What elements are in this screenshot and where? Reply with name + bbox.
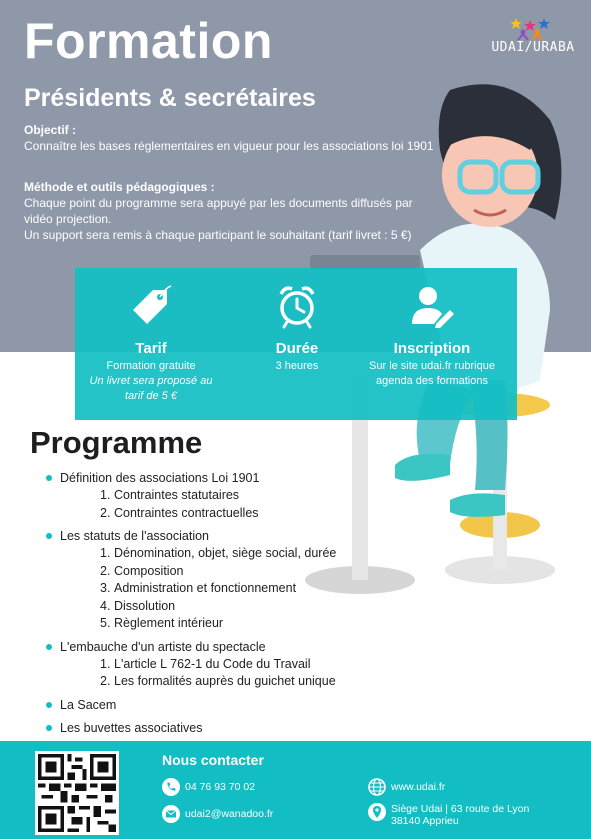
contact-footer xyxy=(0,741,591,839)
methode-text-2: Un support sera remis à chaque participant le souhaitant (tarif livret : 5 €) xyxy=(24,228,412,242)
list-item xyxy=(46,697,426,714)
qr-code-icon xyxy=(38,754,116,832)
page-title: Formation xyxy=(24,13,273,69)
user-edit-icon xyxy=(408,282,456,330)
udai-logo xyxy=(490,16,576,60)
sub-list-item: 2. Contraintes contractuelles xyxy=(100,505,259,520)
list-item xyxy=(46,639,426,691)
list-item-label: Les buvettes associatives xyxy=(60,720,203,735)
list-item xyxy=(46,528,426,633)
price-tag-icon xyxy=(127,282,175,330)
tarif-note: Un livret sera proposé au tarif de 5 € xyxy=(89,375,213,402)
key-info-panel xyxy=(75,268,517,420)
alarm-clock-icon xyxy=(273,282,321,330)
email-text: udai2@wanadoo.fr xyxy=(185,808,274,820)
list-item-label: Définition des associations Loi 1901 xyxy=(60,471,260,485)
address-text: Siège Udai | 63 route de Lyon 38140 Apprieu xyxy=(391,803,530,827)
bullet-icon xyxy=(46,702,52,708)
contact-title: Nous contacter xyxy=(162,752,264,768)
list-item-label: L'embauche d'un artiste du spectacle xyxy=(60,639,266,654)
map-pin-icon xyxy=(368,803,386,821)
inscription-text: Sur le site udai.fr rubrique agenda des formations xyxy=(369,360,495,387)
programme-title: Programme xyxy=(30,425,203,460)
bullet-icon xyxy=(46,533,52,539)
list-item xyxy=(46,720,426,737)
page-subtitle: Présidents & secrétaires xyxy=(24,84,316,112)
bullet-icon xyxy=(46,644,52,650)
objectif-text: Connaître les bases réglementaires en vigueur pour les associations loi 1901 xyxy=(24,139,434,153)
bullet-icon xyxy=(46,475,52,481)
sub-list-item: 2. Les formalités auprès du guichet unique xyxy=(100,674,336,688)
sub-list-item: 4. Dissolution xyxy=(100,598,176,613)
list-item-label: La Sacem xyxy=(60,697,117,712)
feature-inscription xyxy=(357,282,507,389)
logo-text: UDAI/URABA xyxy=(491,40,575,55)
duree-title: Durée xyxy=(275,340,319,357)
email-icon xyxy=(162,805,180,823)
sub-list xyxy=(100,487,426,522)
feature-duree xyxy=(243,282,351,374)
sub-list-item: 1. Dénomination, objet, siège social, durée xyxy=(100,546,337,560)
sub-list-item: 3. Administration et fonctionnement xyxy=(100,581,297,595)
tarif-title: Tarif xyxy=(135,340,167,357)
people-stars-icon xyxy=(490,16,576,42)
qr-code[interactable] xyxy=(35,751,119,835)
sub-list xyxy=(100,545,426,633)
sub-list-item: 1. L'article L 762-1 du Code du Travail xyxy=(100,656,311,671)
sub-list xyxy=(100,656,426,691)
sub-list-item: 2. Composition xyxy=(100,563,184,578)
methode-label: Méthode et outils pédagogiques : xyxy=(24,180,215,194)
phone-icon xyxy=(162,778,180,796)
website-text: www.udai.fr xyxy=(391,781,446,793)
objectif-label: Objectif : xyxy=(24,123,77,137)
bullet-icon xyxy=(46,725,52,731)
tarif-text: Formation gratuite xyxy=(106,360,196,372)
phone-text: 04 76 93 70 02 xyxy=(185,781,256,793)
list-item xyxy=(46,470,426,522)
feature-tarif xyxy=(85,282,217,404)
inscription-title: Inscription xyxy=(393,340,471,357)
programme-list xyxy=(46,470,426,743)
list-item-label: Les statuts de l'association xyxy=(60,529,209,543)
sub-list-item: 5. Règlement intérieur xyxy=(100,616,224,630)
duree-text: 3 heures xyxy=(275,360,319,372)
methode-text-1: Chaque point du programme sera appuyé par les documents diffusés par vidéo projection. xyxy=(24,196,413,226)
sub-list-item: 1. Contraintes statutaires xyxy=(100,488,240,502)
globe-icon xyxy=(368,778,386,796)
